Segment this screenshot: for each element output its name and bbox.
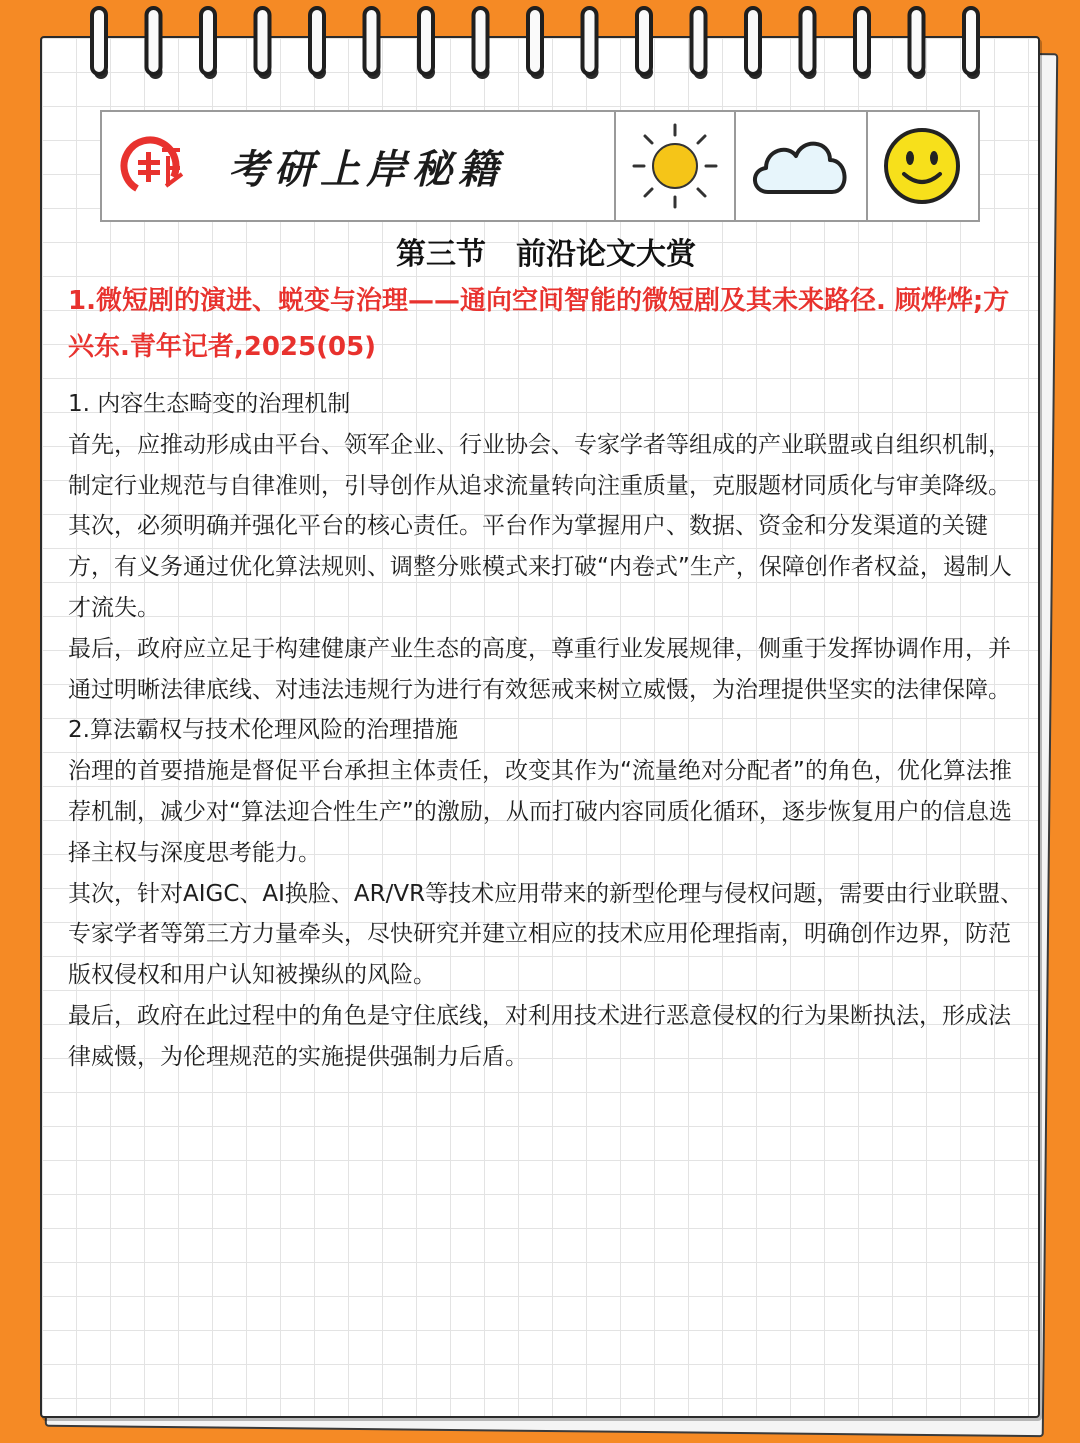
ring bbox=[256, 8, 270, 74]
sun-icon bbox=[630, 121, 720, 211]
article-content bbox=[68, 232, 1024, 1078]
ring bbox=[855, 8, 869, 74]
paragraph: 最后，政府在此过程中的角色是守住底线，对利用技术进行恶意侵权的行为果断执法，形成法律威慑，为伦理规范的实施提供强制力后盾。 bbox=[68, 1002, 1011, 1070]
cloud-cell bbox=[736, 112, 868, 220]
cloud-icon bbox=[746, 126, 856, 206]
ring bbox=[801, 8, 815, 74]
ring bbox=[474, 8, 488, 74]
app-title: 考研上岸秘籍 bbox=[228, 145, 504, 193]
paper-title: 1.微短剧的演进、蜕变与治理——通向空间智能的微短剧及其未来路径. 顾烨烨;方兴东.青年记者,2025(05) bbox=[68, 286, 1010, 362]
paragraph: 首先，应推动形成由平台、领军企业、行业协会、专家学者等组成的产业联盟或自组织机制，制定行业规范与自律准则，引导创作从追求流量转向注重质量，克服题材同质化与审美降级。 bbox=[68, 431, 1011, 499]
paragraph: 治理的首要措施是督促平台承担主体责任，改变其作为“流量绝对分配者”的角色，优化算法推荐机制，减少对“算法迎合性生产”的激励，从而打破内容同质化循环，逐步恢复用户的信息选择主权与深度思考能力。 bbox=[68, 758, 1012, 866]
ring bbox=[910, 8, 924, 74]
smiley-icon bbox=[880, 124, 964, 208]
ring bbox=[419, 8, 433, 74]
paragraph: 其次，必须明确并强化平台的核心责任。平台作为掌握用户、数据、资金和分发渠道的关键方，有义务通过优化算法规则、调整分账模式来打破“内卷式”生产，保障创作者权益，遏制人才流失。 bbox=[68, 513, 1012, 621]
ring bbox=[637, 8, 651, 74]
article-body bbox=[68, 384, 1024, 1078]
paragraph: 最后，政府应立足于构建健康产业生态的高度，尊重行业发展规律，侧重于发挥协调作用，并通过明晰法律底线、对违法违规行为进行有效惩戒来树立威慑，为治理提供坚实的法律保障。 bbox=[68, 635, 1011, 703]
ring bbox=[310, 8, 324, 74]
ring bbox=[692, 8, 706, 74]
smiley-cell bbox=[868, 112, 976, 220]
ring bbox=[92, 8, 106, 74]
ring bbox=[147, 8, 161, 74]
ring bbox=[528, 8, 542, 74]
spiral-rings bbox=[0, 0, 1080, 90]
section-title: 第三节 前沿论文大赏 bbox=[396, 237, 696, 272]
logo-icon bbox=[116, 130, 188, 202]
header-banner bbox=[100, 110, 980, 222]
ring bbox=[365, 8, 379, 74]
ring bbox=[964, 8, 978, 74]
ring bbox=[201, 8, 215, 74]
ring bbox=[583, 8, 597, 74]
paragraph: 2.算法霸权与技术伦理风险的治理措施 bbox=[68, 717, 458, 744]
paragraph: 1. 内容生态畸变的治理机制 bbox=[68, 391, 351, 417]
ring bbox=[746, 8, 760, 74]
paragraph: 其次，针对AIGC、AI换脸、AR/VR等技术应用带来的新型伦理与侵权问题，需要由行业联盟、专家学者等第三方力量牵头，尽快研究并建立相应的技术应用伦理指南，明确创作边界，防范版权侵权和用户认知被操纵的风险。 bbox=[68, 880, 1024, 989]
title-cell bbox=[102, 112, 616, 220]
sun-cell bbox=[616, 112, 736, 220]
